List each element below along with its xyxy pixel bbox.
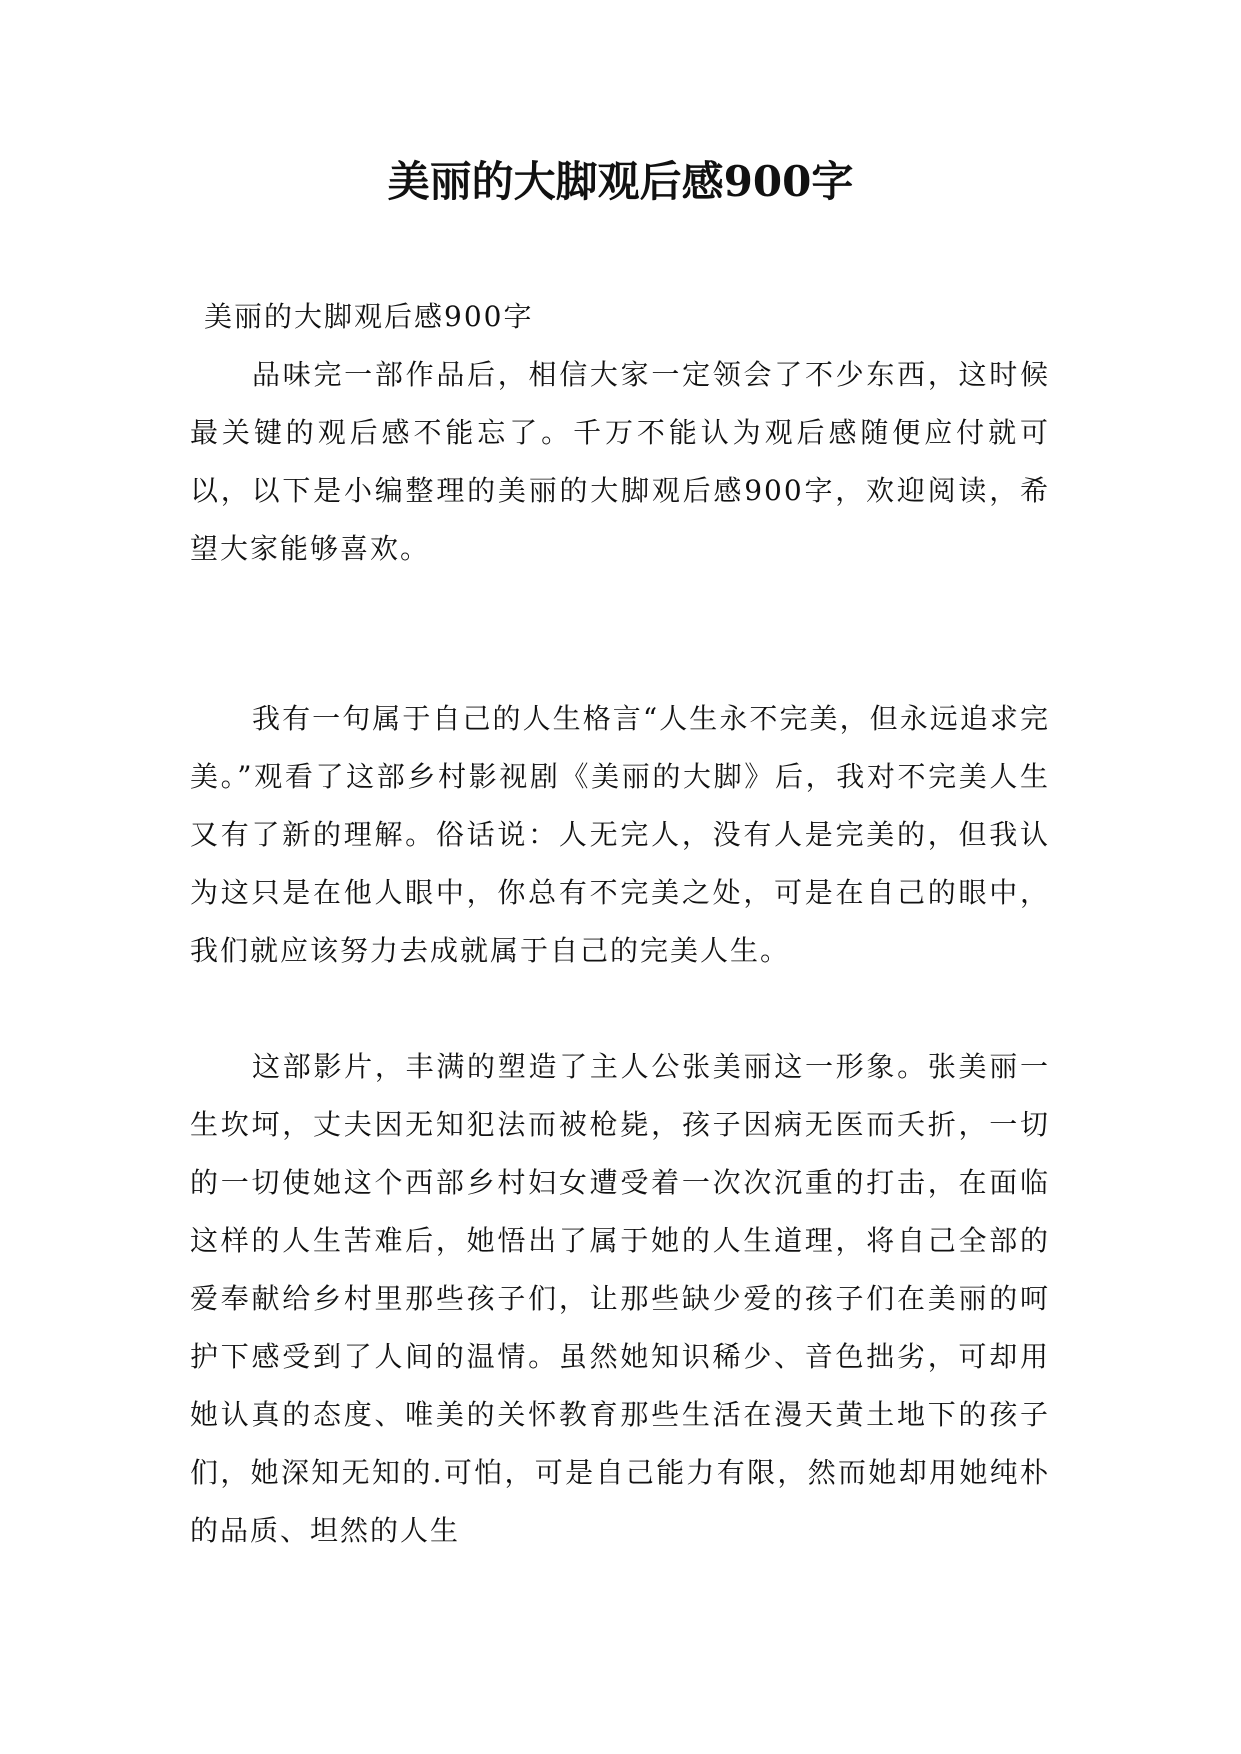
paragraph-film-summary: 这部影片，丰满的塑造了主人公张美丽这一形象。张美丽一生坎坷，丈夫因无知犯法而被枪毙，孩子因病无医而夭折，一切的一切使她这个西部乡村妇女遭受着一次次沉重的打击，在面临这样的人生苦难后，她悟出了属于她的人生道理，将自己全部的爱奉献给乡村里那些孩子们，让那些缺少爱的孩子们在美丽的呵护下感受到了人间的温情。虽然她知识稀少、音色拙劣，可却用她认真的态度、唯美的关怀教育那些生活在漫天黄土地下的孩子们，她深知无知的.可怕，可是自己能力有限，然而她却用她纯朴的品质、坦然的人生 — [190, 1050, 1050, 1547]
paragraph-motto: 我有一句属于自己的人生格言“人生永不完美，但永远追求完美。”观看了这部乡村影视剧《美丽的大脚》后，我对不完美人生又有了新的理解。俗话说：人无完人，没有人是完美的，但我认为这只是在他人眼中，你总有不完美之处，可是在自己的眼中，我们就应该努力去成就属于自己的完美人生。 — [190, 702, 1050, 967]
document-subtitle: 美丽的大脚观后感900字 — [204, 300, 534, 333]
document-title: 美丽的大脚观后感900字 — [387, 157, 854, 206]
paragraph-intro: 品味完一部作品后，相信大家一定领会了不少东西，这时候最关键的观后感不能忘了。千万不能认为观后感随便应付就可以，以下是小编整理的美丽的大脚观后感900字，欢迎阅读，希望大家能够喜欢。 — [190, 358, 1050, 565]
